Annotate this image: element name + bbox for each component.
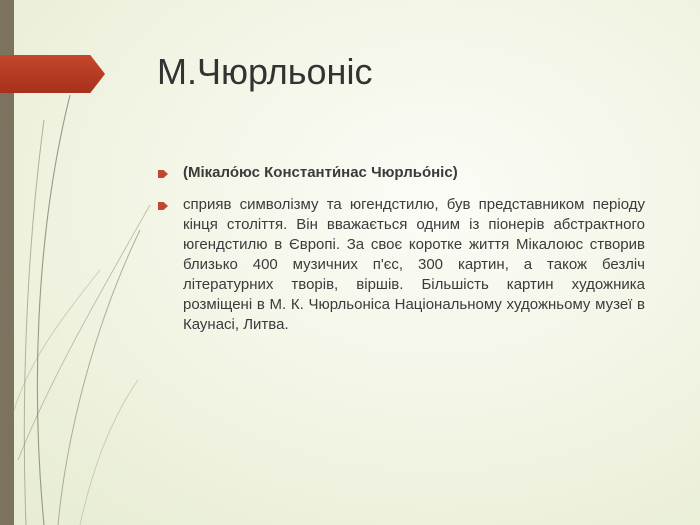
bullet-list	[158, 163, 645, 335]
title-arrow-icon	[0, 55, 105, 93]
slide-title: М.Чюрльоніс	[157, 51, 373, 92]
arrow-bullet-icon	[158, 170, 168, 178]
arrow-bullet-icon	[158, 202, 168, 210]
bullet-item-name	[158, 163, 645, 183]
bullet-item-description	[158, 195, 645, 335]
bullet-text: (Мікало́юс Константи́нас Чюрльо́ніс)	[183, 164, 458, 181]
bullet-text: сприяв символізму та югендстилю, був представником періоду кінця століття. Він вважається одним із піонерів абстрактного югендстилю в Європі. За своє коротке життя Мікалоюс створив близько 400 музичних п'єс, 300 картин, а також безліч літературних творів, віршів. Більшість картин художника розміщені в М. К. Чюрльоніса Національному художньому музеї в Каунасі, Литва.	[183, 196, 645, 333]
